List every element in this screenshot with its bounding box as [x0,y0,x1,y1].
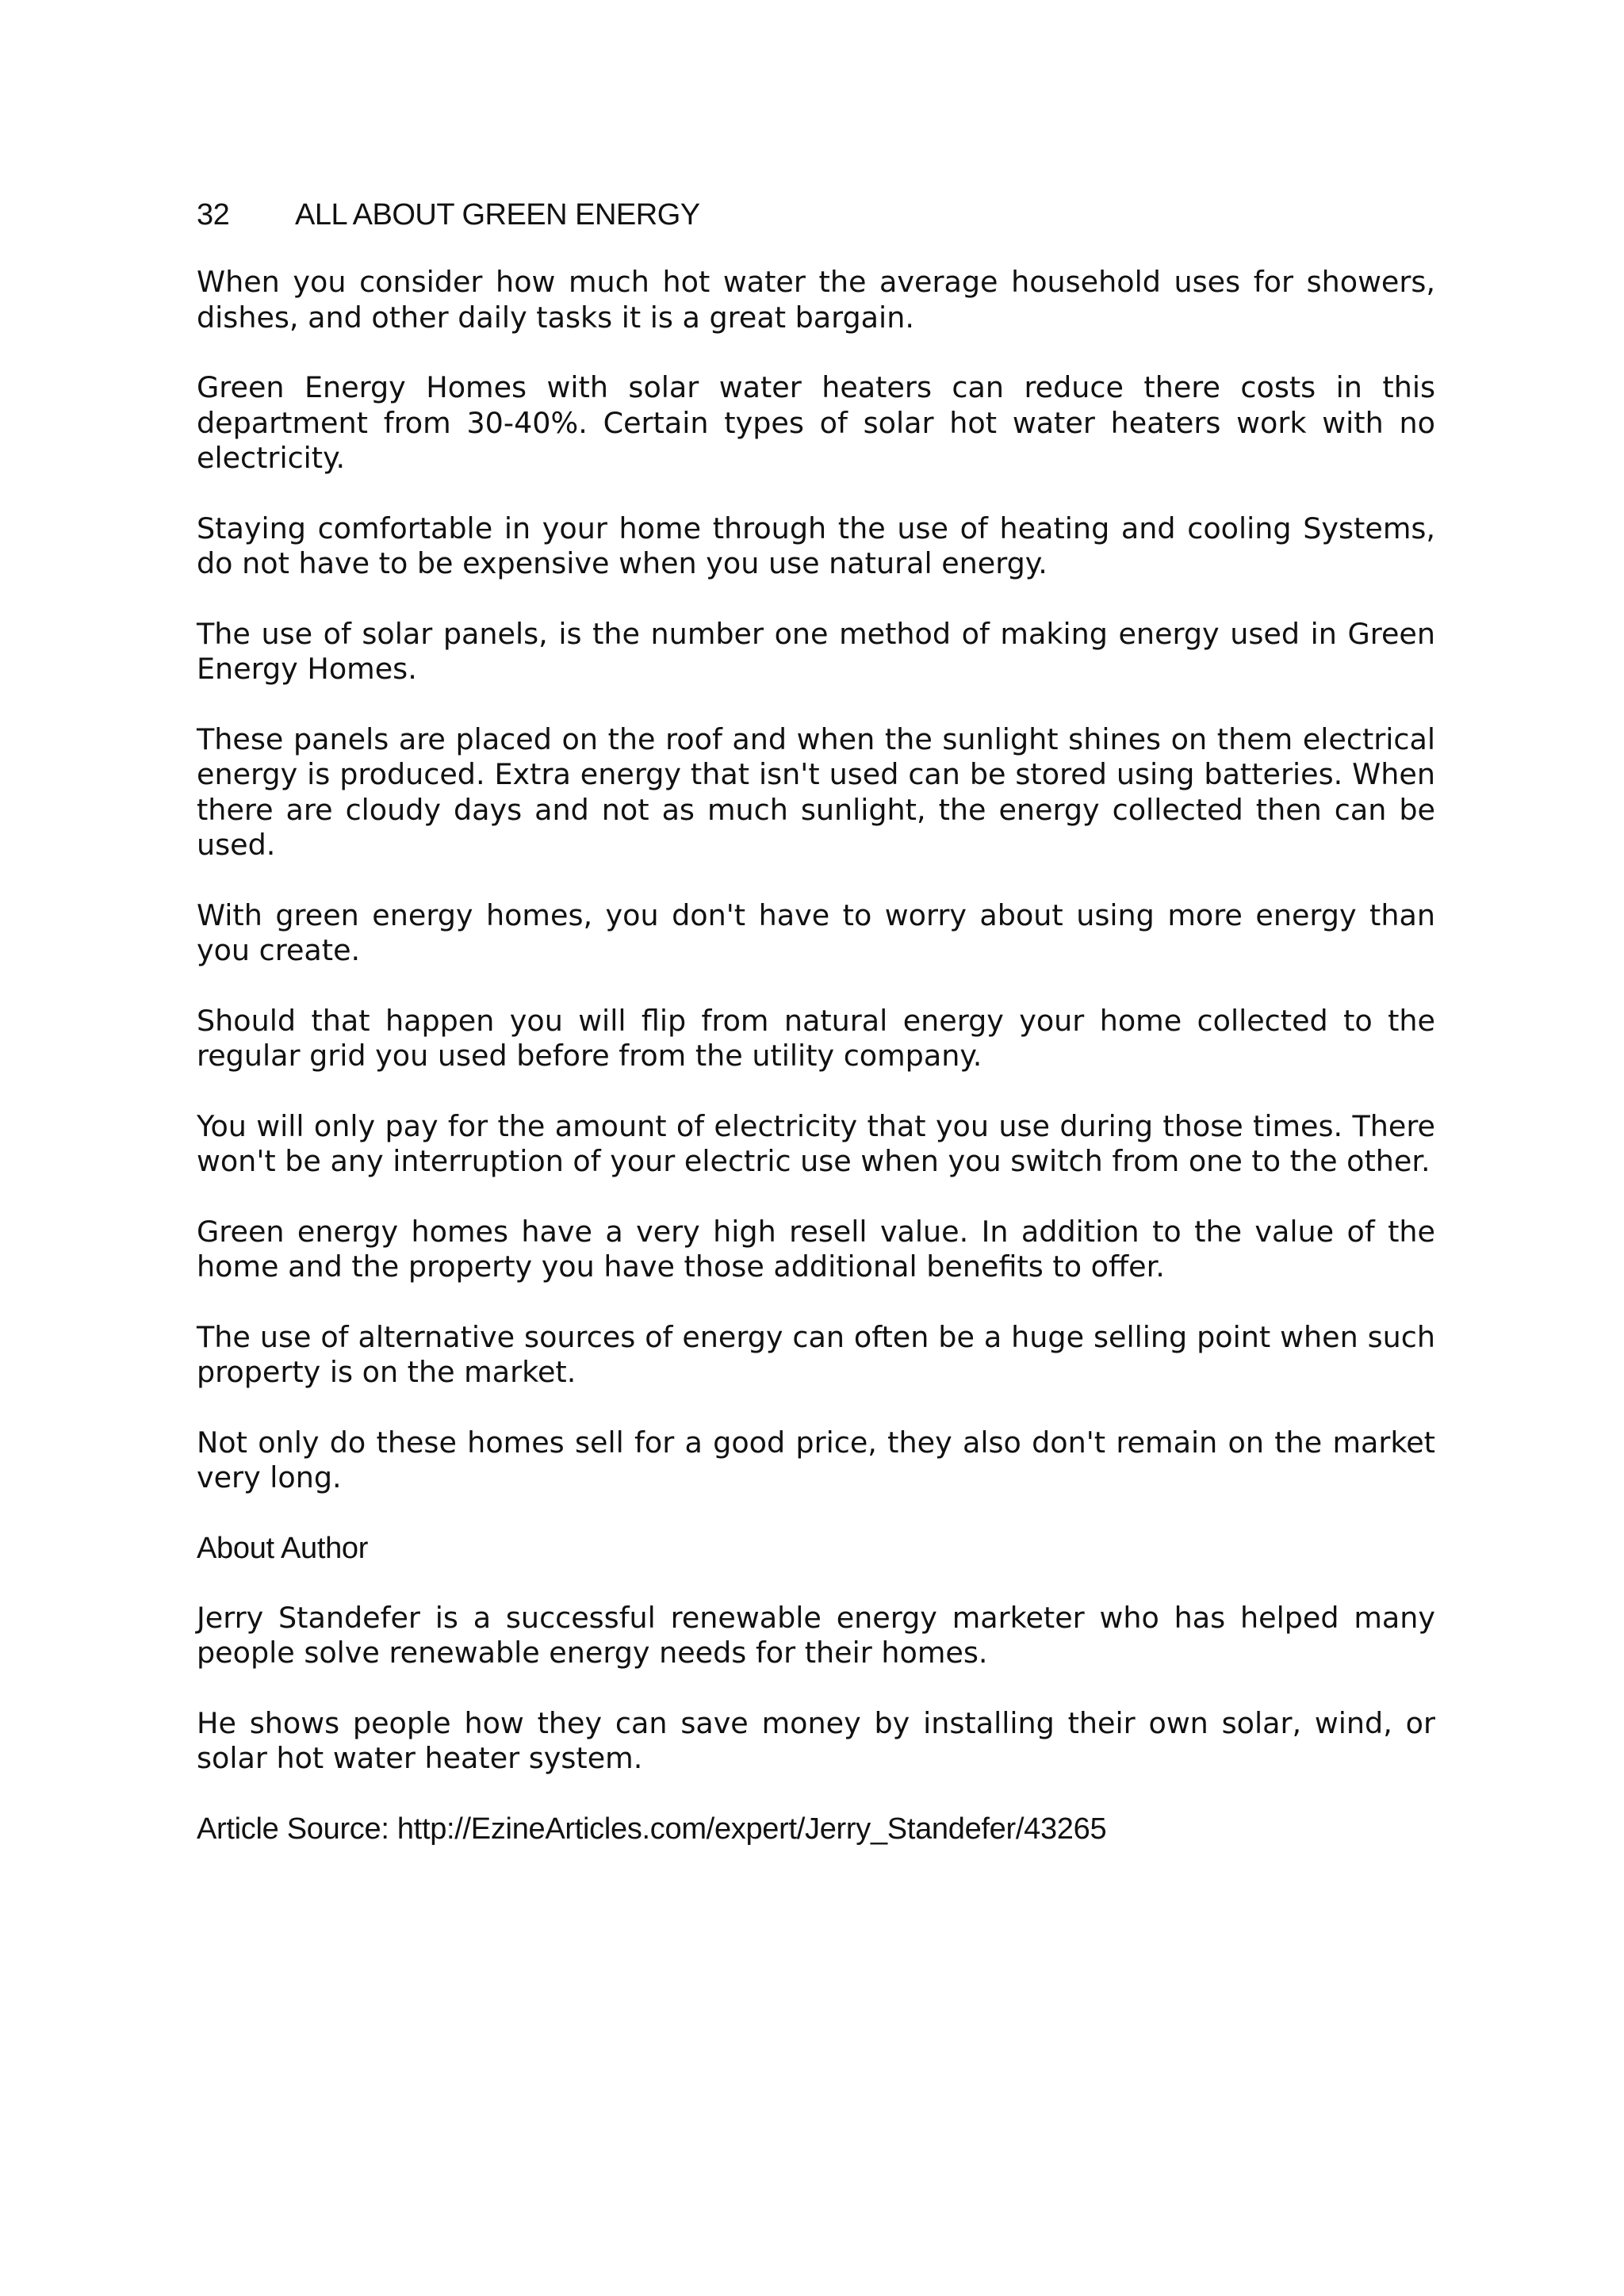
paragraph: When you consider how much hot water the average household uses for showers, dishes, and other daily tasks it is a great bargain. [197,265,1435,335]
author-paragraph: Jerry Standefer is a successful renewable energy marketer who has helped many people solve renewable energy needs for their homes. [197,1600,1435,1670]
about-author-heading: About Author [197,1531,369,1565]
body-text [197,265,1435,1846]
document-page [197,195,1435,1846]
paragraph: The use of alternative sources of energy can often be a huge selling point when such property is on the market. [197,1319,1435,1389]
paragraph: Green energy homes have a very high resell value. In addition to the value of the home and the property you have those additional benefits to offer. [197,1214,1435,1284]
paragraph: The use of solar panels, is the number one method of making energy used in Green Energy Homes. [197,616,1435,686]
page-number: 32 [197,198,230,232]
article-source: Article Source: http://EzineArticles.com/expert/Jerry_Standefer/43265 [197,1812,1107,1846]
paragraph: Should that happen you will flip from natural energy your home collected to the regular grid you used before from the utility company. [197,1003,1435,1073]
author-paragraph: He shows people how they can save money by installing their own solar, wind, or solar hot water heater system. [197,1705,1435,1775]
paragraph: These panels are placed on the roof and when the sunlight shines on them electrical energy is produced. Extra energy that isn't used can be stored using batteries. When there are cloudy days and not as much sunlight, the energy collected then can be used. [197,721,1435,862]
paragraph: Green Energy Homes with solar water heaters can reduce there costs in this department from 30-40%. Certain types of solar hot water heaters work with no electricity. [197,370,1435,475]
running-header [197,195,1435,235]
paragraph: You will only pay for the amount of electricity that you use during those times. There won't be any interruption of your electric use when you switch from one to the other. [197,1108,1435,1178]
running-title: ALL ABOUT GREEN ENERGY [295,198,700,232]
paragraph: With green energy homes, you don't have to worry about using more energy than you create. [197,897,1435,967]
paragraph: Staying comfortable in your home through the use of heating and cooling Systems, do not have to be expensive when you use natural energy. [197,511,1435,580]
paragraph: Not only do these homes sell for a good price, they also don't remain on the market very long. [197,1425,1435,1494]
